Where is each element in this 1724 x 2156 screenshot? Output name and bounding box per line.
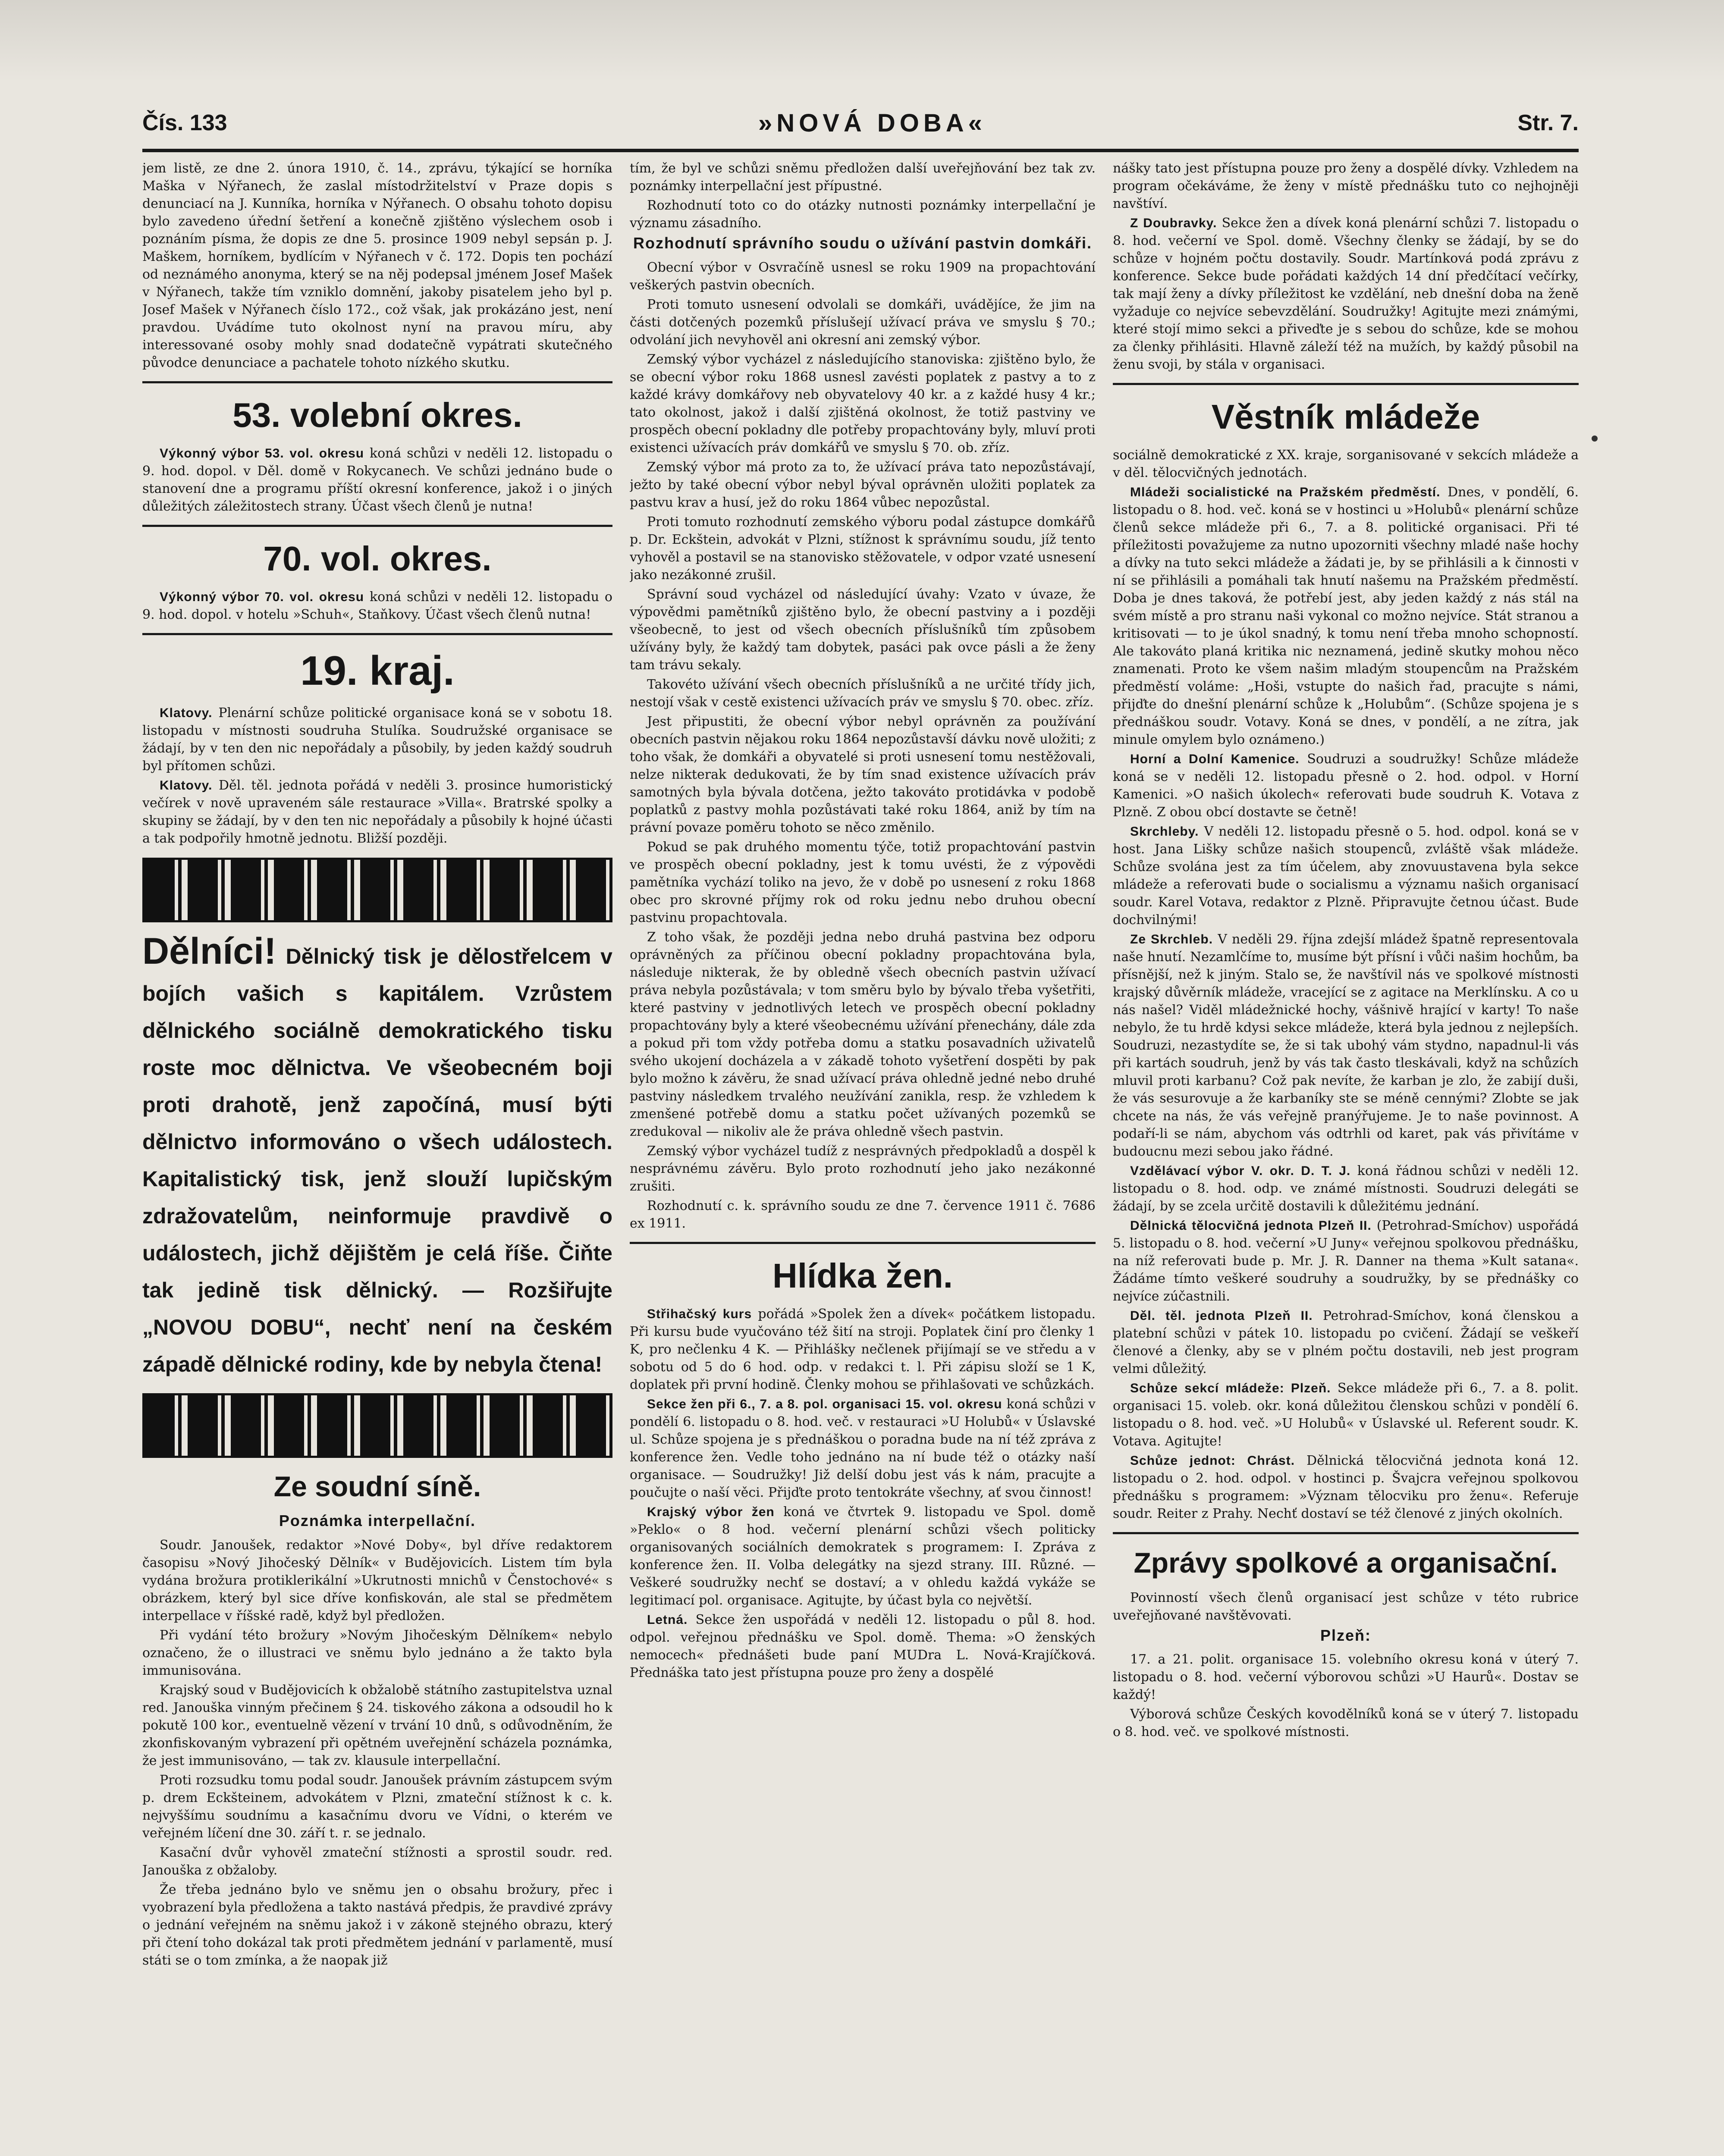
notice-text: Děl. těl. jednota pořádá v neděli 3. prosince humoristický večírek v nově upraveném sále restaurace »Villa«. Bratrské spolky a skupiny se žádají, by v den ten nic nepořádaly a působily k hojné účasti a tak podpořily hmotně jednotu. Bližší později. <box>142 777 612 846</box>
notice-lead: Schůze sekcí mládeže: Plzeň. <box>1130 1381 1331 1395</box>
notice-text: (Petrohrad-Smíchov) uspořádá 5. listopadu o 8. hod. večerní »U Juny« veřejnou spolkovou přednášku, na níž referovati bude p. Mr. J. R. Danner na thema »Kult satana«. Žádáme tímto veškeré soudruhy a soudružky, by se přednášky co nejvíce zúčastnili. <box>1113 1218 1579 1304</box>
notice <box>1113 1379 1579 1450</box>
notice-text: Dělnická tělocvičná jednota koná 12. listopadu o 2. hod. odpol. v hostinci p. Švajcra veřejnou spolkovou přednášku s programem: »Význam tělocviku pro ženu«. Referuje soudr. Reiter z Prahy. Nechť dostaví se též členové z jiných okolních. <box>1113 1453 1579 1521</box>
issue-number: Čís. 133 <box>142 110 227 135</box>
newspaper-title: »NOVÁ DOBA« <box>758 109 986 137</box>
city-subheading: Plzeň: <box>1320 1626 1371 1644</box>
article-text: Rozhodnutí toto co do otázky nutnosti poznámky interpellační je významu zásadního. <box>630 198 1096 231</box>
notice <box>1113 1217 1579 1305</box>
article-text: Krajský soud v Budějovicích k obžalobě státního zastupitelstva uznal red. Janouška vinným přečinem § 24. tiskového zákona a odsoudil ho k pokutě 100 kor., eventuelně vězení v trvání 10 dnů, s odůvodněním, že zkonfiskovaným vybrazení při opětném uveřejnění scházela poznámka, že jest immunisováno, — tak zv. klausule interpellační. <box>142 1682 612 1768</box>
notice-lead: Schůze jednot: Chrást. <box>1130 1454 1295 1468</box>
notice-text: Dnes, v pondělí, 6. listopadu o 8. hod. več. koná se v hostinci u »Holubů« plenární schůze členů sekce mládeže při 6., 7. a 8. politické organisaci. Při té příležitosti považujeme za nutno upozorniti všechny mladé naše hochy a dívky na tuto sekci mládeže a žádati je, by se přihlásili a k činnosti v ní se přihlásili a pomáhali tak hnutí našemu na Pražském předměstí. Doba je dnes taková, že potřebí jest, aby jeden každý z nás stál na svém místě a pro stranu naši vykonal co možno nejvíce. Stát stranou a kritisovati — to je úkol snadný, k tomu není třeba mnoho schopností. Ale takováto planá kritika nic neznamená, jedině skutky mohou něco znamenati. Proto ke všem našim mladým stoupencům na Pražském předměstí voláme: „Hoši, vstupte do našich řad, pracujte s námi, přijďte do dnešní plenární schůze k „Holubům“. (Schůze spojena je s přednáškou soudr. Votavy. Koná se dnes, v pondělí, a ne zítra, jak minule omylem bylo oznámeno.) <box>1113 485 1579 747</box>
notice <box>1113 214 1579 373</box>
notice-lead: Sekce žen při 6., 7. a 8. pol. organisaci 15. vol. okresu <box>647 1397 1002 1411</box>
article-text: 17. a 21. polit. organisace 15. volebního okresu koná v úterý 7. listopadu o 8. hod. večerní výborovou schůzi »U Haurů«. Dostav se každý! <box>1113 1652 1579 1703</box>
section-heading: 70. vol. okres. <box>263 539 492 578</box>
notice-text: Soudruzi a soudružky! Schůze mládeže koná se v neděli 12. listopadu přesně o 2. hod. odpol. v Horní Kamenici. »O našich úkolech« referovati bude soudruh K. Votava z Plzně. Z obou obcí dostavte se četně! <box>1113 752 1579 820</box>
article-text: Zemský výbor má proto za to, že užívací práva tato nepozůstávají, ježto by také obecní výbor nebyl býval oprávněn uložiti poplatek za pastvu krav a husí, jež do roku 1864 vůbec nepozůstal. <box>630 459 1096 510</box>
article-text: Rozhodnutí c. k. správního soudu ze dne 7. července 1911 č. 7686 ex 1911. <box>630 1198 1096 1231</box>
notice <box>1113 823 1579 929</box>
article-text: Soudr. Janoušek, redaktor »Nové Doby«, byl dříve redaktorem časopisu »Nový Jihočeský Dělník« v Budějovicích. Listem tím byla vydána brožura protiklerikální »Ukrutnosti mnichů v Čenstochové« s obrázkem, který byl sice dříve konfiskován, ale stal se předmětem interpellace v říšské radě, když byl předložen. <box>142 1537 612 1623</box>
notice <box>1113 931 1579 1160</box>
article-text: Kasační dvůr vyhověl zmateční stížnosti a sprostil soudr. red. Janouška z obžaloby. <box>142 1845 612 1878</box>
article-text: Jest připustiti, že obecní výbor nebyl oprávněn za používání obecních pastvin nějakou roku 1864 nepozůstavší dávku nově uložiti; z toho však, že domkáři a obyvatelé si proti usnesení tomu nestěžovali, nelze nikterak dedukovati, že by tím snad existence užívacích práv samotných byla bývala dotčena, ježto takováto protidávka v podobě poplatků z pastvy mohla pozůstávati také roku 1864, aniž by tím na právní povaze poměru tohoto se něco změnilo. <box>630 714 1096 835</box>
notice <box>142 588 612 624</box>
notice-text: Petrohrad-Smíchov, koná členskou a platební schůzi v pátek 10. listopadu po cvičení. Žádají se veškeří členové a členky, aby se v plném počtu dostavili, neb jest program velmi důležitý. <box>1113 1308 1579 1376</box>
notice-text: Sekce žen a dívek koná plenární schůzi 7. listopadu o 8. hod. večerní ve Spol. domě. Všechny členky se žádají, by se do schůze v hojném počtu dostavily. Soudr. Martínková podá zprávu z konference. Sekce bude pořádati každých 14 dní předčítací večírky, tak mají ženy a dívky příležitost ke vzdělání, neb dnešní doba na ženě vyžaduje co nejvíce sebevzdělání. Soudružky! Agitujte mezi známými, které stojí mimo sekci a přiveďte je s sebou do schůze, kde se mohou za členky přihlásiti. Hlavně záleží též na mužích, by každý působil na ženu svoji, by stála v organisaci. <box>1113 216 1579 372</box>
notice <box>630 1611 1096 1682</box>
article-text: tím, že byl ve schůzi sněmu předložen další uveřejňování bez tak zv. poznámky interpellační jest přípustné. <box>630 161 1096 194</box>
notice-lead: Výkonný výbor 53. vol. okresu <box>160 446 364 461</box>
notice <box>1113 1162 1579 1215</box>
decorative-band <box>142 858 612 922</box>
article-text: Že třeba jednáno bylo ve sněmu jen o obsahu brožury, přec i vyobrazení byla předložena a takto nastává předpis, že pravdivé zprávy o jednání veřejném na sněmu jakož i v zákoně stejného obrazu, který při čtení toho dokázal tak proti předmětem jednání v parlamentě, musí státi se o tom zmínka, a že naopak již <box>142 1882 612 1968</box>
section-heading: 53. volební okres. <box>232 396 522 434</box>
article-text: Zemský výbor vycházel z následujícího stanoviska: zjištěno bylo, že se obecní výbor roku 1868 usnesl zavésti poplatek z pastvy a to z každé krávy domkářovy neb obyvatelovy 40 kr. a z každé husy 4 kr.; tato okolnost, jakož i další zjištěná okolnost, že totiž pastviny ve prospěch obecní pokladny dle potřeby propachtovány byly, mluví proti existenci užívacích práv domkářů ve smyslu § 70. ob. zříz. <box>630 351 1096 455</box>
notice-lead: Střihačský kurs <box>647 1307 752 1321</box>
notice <box>630 1503 1096 1609</box>
notice-lead: Mládeži socialistické na Pražském předměstí. <box>1130 485 1441 499</box>
section-heading: Ze soudní síně. <box>273 1470 481 1502</box>
section-heading: 19. kraj. <box>300 648 455 694</box>
column-3 <box>1113 160 1579 2156</box>
notice-lead: Ze Skrchleb. <box>1130 932 1213 946</box>
notice-text: Sekce mládeže při 6., 7. a 8. polit. organisaci 15. voleb. okr. koná důležitou členskou schůzi v pondělí 6. listopadu o 8. hod. več. »U Holubů« v Úslavské ul. Referent soudr. K. Votava. Agitujte! <box>1113 1381 1579 1449</box>
article-text: Obecní výbor v Osvračíně usnesl se roku 1909 na propachtování veškerých pastvin obecních. <box>630 260 1096 293</box>
notice-lead: Děl. těl. jednota Plzeň II. <box>1130 1309 1313 1323</box>
page-header <box>142 99 1579 147</box>
notice-lead: Výkonný výbor 70. vol. okresu <box>160 590 364 604</box>
notice <box>630 1305 1096 1394</box>
section-heading: Hlídka žen. <box>773 1256 953 1295</box>
notice-lead: Skrchleby. <box>1130 824 1199 839</box>
section-intro: sociálně demokratické z XX. kraje, sorganisované v sekcích mládeže a v děl. tělocvičných jednotách. <box>1113 448 1579 480</box>
notice-text: koná schůzi v pondělí 6. listopadu o 8. hod. več. v restauraci »U Holubů« v Úslavské ul. Schůze spojena je s přednáškou o poradna bude na ní též zpráva z konference žen. Vedle toho jednáno na ní bude též o otázky naší organisace. — Soudružky! Již delší dobu jest vás k nám, pracujte a poučujte o naší věci. Přijďte proto tentokráte všechny, ať svou činnost! <box>630 1396 1096 1500</box>
notice <box>142 445 612 515</box>
advertisement <box>142 930 612 1383</box>
notice-text: koná ve čtvrtek 9. listopadu ve Spol. domě »Peklo« o 8 hod. večerní plenární schůzi všech politicky organisovaných sociálních demokratek s programem: I. Zpráva z konference žen. II. Volba delegátky na sjezd strany. III. Různé. — Veškeré soudružky nechť se dostaví; a v ohledu každá vykáže se legitimací pol. organisace. Agitujte, by účast byla co největší. <box>630 1504 1096 1608</box>
section-heading: Věstník mládeže <box>1211 398 1480 436</box>
header-rule <box>142 149 1579 152</box>
notice <box>630 1395 1096 1501</box>
notice <box>142 704 612 775</box>
scan-edge <box>0 0 1724 82</box>
column-2 <box>630 160 1096 2156</box>
decorative-band <box>142 1393 612 1458</box>
article-text: Pokud se pak druhého momentu týče, totiž propachtování pastvin ve prospěch obecní pokladny, jest k tomu uvésti, že z výpovědi pamětníka vychází toliko na jevo, že v době po usnesení z roku 1868 obec pro skrovné příjmy rok od roku jednu nebo druhou obecní pastvinu propachtovala. <box>630 839 1096 925</box>
notice-lead: Z Doubravky. <box>1130 216 1217 230</box>
divider <box>142 381 612 383</box>
article-text: Proti tomuto usnesení odvolali se domkáři, uvádějíce, že jim na části dotčených pozemků příslušejí užívací práva ve smyslu § 70.; odvolání jich nevyhověl ani okresní ani zemský výbor. <box>630 297 1096 348</box>
notice-lead: Horní a Dolní Kamenice. <box>1130 752 1300 766</box>
notice-text: Plenární schůze politické organisace koná se v sobotu 18. listopadu v místnosti soudruha Stulíka. Soudružské organisace se žádají, by v ten den nic nepořádaly a působily, by jeden každý soudruh byl přítomen schůzi. <box>142 705 612 774</box>
notice-text: koná řádnou schůzi v neděli 12. listopadu o 8. hod. odp. ve známé místnosti. Soudruzi delegáti se žádají, by se zcela určitě dostavili k důležitému jednání. <box>1113 1163 1579 1214</box>
article-text: Takovéto užívání všech obecních příslušníků a ne určité třídy jich, nestojí však v cestě existenci užívacích práv ve smyslu § 70. obec. zříz. <box>630 677 1096 710</box>
divider <box>630 1242 1096 1244</box>
notice <box>1113 1307 1579 1378</box>
notice-lead: Krajský výbor žen <box>647 1504 775 1519</box>
notice-lead: Klatovy. <box>160 705 213 720</box>
article-text: Správní soud vycházel od následující úvahy: Vzato v úvaze, že výpovědmi pamětníků zjištěno bylo, že obecní pastviny a i později všeobecně, to jest od všech obecních příslušníků tím způsobem užívány byly, že každý tam dobytek, pasáci pak ovce pásli a že ženy tam trávu sekaly. <box>630 586 1096 673</box>
column-1 <box>142 160 612 2156</box>
section-heading: Zprávy spolkové a organisační. <box>1134 1547 1558 1579</box>
ad-headline: Dělníci! <box>142 930 276 972</box>
article-text: nášky tato jest přístupna pouze pro ženy a dospělé dívky. Vzhledem na program očekáváme, že ženy v místě přednášku tuto co nejhojněji navštíví. <box>1113 161 1579 211</box>
notice <box>142 777 612 847</box>
notice-text: Sekce žen uspořádá v neděli 12. listopadu o půl 8. hod. odpol. veřejnou přednášku ve Spol. domě. Thema: »O ženských nemocech« přednášeti bude paní MUDra L. Nová-Krajíčková. Přednáška tato jest přístupna pouze pro ženy a dospělé <box>630 1612 1096 1680</box>
notice-text: V neděli 12. listopadu přesně o 5. hod. odpol. koná se v host. Jana Lišky schůze našich stoupenců, zvláště však mládeže. Schůze svolána jest za tím účelem, aby znovuustavena byla sekce mládeže a referovati bude o socialismu a významu našich organisací soudr. Karel Votava, redaktor z Plzně. Připravujte četnou účast. Bude dochvilnými! <box>1113 824 1579 928</box>
divider <box>142 633 612 635</box>
article-text: jem listě, ze dne 2. února 1910, č. 14., zprávu, týkající se horníka Maška v Nýřanech, že zaslal místodržitelství v Praze dopis s denunciací na J. Kunníka, horníka v Nýřanech. O obsahu tohoto dopisu bylo zavedeno úřední šetření a konečně zjištěno výslechem osob i poznáním písma, že dopis ze dne 5. prosince 1909 nebyl sepsán p. J. Maškem, horníkem, bydlícím v Nýřanech v č. 172. Dopis ten pochází od neznámého anonyma, který se na něj podepsal jménem Josef Mašek v Nýřanech, takže tím vzniklo domnění, jakoby pisatelem jeho byl p. Josef Mašek v Nýřanech číslo 172., což však, jak prokázáno jest, není pravdou. Uvádíme tuto okolnost nyní na pravou míru, aby interessované osoby mohly snad dodatečně vypátrati skutečného původce denunciace a pachatele tohoto nízkého skutku. <box>142 161 612 370</box>
article-text: Při vydání této brožury »Novým Jihočeským Dělníkem« nebylo označeno, že o illustraci ve sněmu bylo jednáno a že takto byla immunisována. <box>142 1627 612 1678</box>
notice <box>1113 483 1579 749</box>
article-text: Zemský výbor vycházel tudíž z nesprávných předpokladů a dospěl k nesprávnému závěru. Bylo proto rozhodnutí jeho jako nezákonné zrušiti. <box>630 1143 1096 1194</box>
notice-text: pořádá »Spolek žen a dívek« počátkem listopadu. Při kursu bude vyučováno též šití na stroji. Poplatek činí pro členky 1 K, pro nečlenku 4 K. — Přihlášky nečlenek přijímají se ve středu a v sobotu od 5 do 6 hod. odp. v redakci t. l. Při zápisu složí se 1 K, doplatek při první hodině. Členky mohou se přihlašovati ve schůzkách. <box>630 1306 1096 1392</box>
notice-text: koná schůzi v neděli 12. listopadu o 9. hod. dopol. v Děl. domě v Rokycanech. Ve schůzi jednáno bude o stanovení dne a programu příští okresní konference, jakož i o jiných důležitých záležitostech strany. Účast všech členů je nutna! <box>142 446 612 514</box>
notice-lead: Klatovy. <box>160 778 213 793</box>
notice-lead: Vzdělávací výbor V. okr. D. T. J. <box>1130 1164 1351 1178</box>
article-text: Výborová schůze Českých kovodělníků koná se v úterý 7. listopadu o 8. hod. več. ve spolkové místnosti. <box>1113 1707 1579 1740</box>
section-subheading: Poznámka interpellační. <box>279 1512 476 1530</box>
notice <box>1113 750 1579 821</box>
article-text: Povinností všech členů organisací jest schůze v této rubrice uveřejňované navštěvovati. <box>1113 1590 1579 1623</box>
notice-lead: Letná. <box>647 1612 688 1627</box>
page-number: Str. 7. <box>1517 110 1579 135</box>
article-text: Z toho však, že později jedna nebo druhá pastvina bez odporu oprávněných za příčinou obecní pokladny propachtována byla, následuje nikterak, že by obledně všech obecních pastvin užívací práva nebyla pozůstávala; v tom směru bylo by bývalo třeba vyšetřiti, které pastviny v jednotlivých letech ve prospěch obecní pokladny propachtovány byly a které všeobecnému užívání přenechány, dále zda a pokud při tom vždy potřeba domu a statku posavadních uživatelů svého ukojení docházela a v zákadě tohoto vyšetření dospěti by pak bylo možno k závěru, že snad užívací práva ohledně jedné nebo druhé pastviny následkem trvalého neužívání zanikla, resp. že vzhledem k zmenšené potřebě domu a statku počet užívaných pozemků se zredukoval — nikoliv ale že práva ohledně všech pastvin. <box>630 929 1096 1139</box>
divider <box>1113 1532 1579 1534</box>
notice-lead: Dělnická tělocvičná jednota Plzeň II. <box>1130 1219 1372 1233</box>
print-speck <box>1592 436 1598 442</box>
divider <box>1113 383 1579 385</box>
divider <box>142 525 612 527</box>
notice-text: koná schůzi v neděli 12. listopadu o 9. hod. dopol. v hotelu »Schuh«, Staňkovy. Účast všech členů nutna! <box>142 589 612 622</box>
notice <box>1113 1452 1579 1523</box>
article-text: Proti rozsudku tomu podal soudr. Janoušek právním zástupcem svým p. drem Eckšteinem, advokátem v Plzni, zmateční stížnost k c. k. nejvyššímu soudnímu a kasačnímu dvoru ve Vídni, o kterém ve veřejném líčení dne 30. září t. r. se jednalo. <box>142 1772 612 1841</box>
article-text: Proti tomuto rozhodnutí zemského výboru podal zástupce domkářů p. Dr. Eckštein, advokát v Plzni, stížnost k správnímu soudu, jíž tento vyhověl a postavil se na stanovisko stěžovatele, v odpor vzaté usnesení jako nezákonné zrušil. <box>630 514 1096 583</box>
ad-text: Dělnický tisk je dělostřelcem v bojích vašich s kapitálem. Vzrůstem dělnického sociálně demokratického tisku roste moc dělnictva. Ve všeobecném boji proti drahotě, jenž započíná, musí býti dělnictvo informováno o všech událostech. Kapitalistický tisk, jenž slouží lupičským zdražovatelům, neinformuje pravdivě o událostech, jichž dějištěm je celá říše. Čiňte tak jedině tisk dělnický. — Rozšiřujte „NOVOU DOBU“, nechť není na českém západě dělnické rodiny, kde by nebyla čtena! <box>142 944 612 1376</box>
notice-text: V neděli 29. října zdejší mládež špatně representovala naše hnutí. Nezamlčíme to, musíme být přísní i vůči našim hochům, ba přísnější, než k jiným. Stalo se, že navštívil nás ve spolkové místnosti krajský důvěrník mládeže, vracející se z agitace na Merklínsku. A co u nás našel? Viděl mládežnické hochy, vášnivě hrající v karty! To naše nebylo, že tu hrdě kdysi sekce mládeže, která byla jednou z nejlepších. Soudruzi, nezastydíte se, že si tak ubohý vám stydno, napadnul-li vás při kartách soudruh, jenž by vás tak často tleskávali, když na schůzích mluvil proti karbanu? Což pak nevíte, že karban je zlo, že zabijí duši, že vás sesurovuje a že karbaníky ste se méně cennými? Zlobte se jak chcete na nás, že vás veřejně pranýřujeme. Je to naše povinnost. A podaří-li se nám, abychom vás odtrhli od karet, pak vás přivítáme v budoucnu mezi sebou jako řádné. <box>1113 932 1579 1159</box>
article-heading: Rozhodnutí správního soudu o užívání pastvin domkáři. <box>633 234 1093 252</box>
